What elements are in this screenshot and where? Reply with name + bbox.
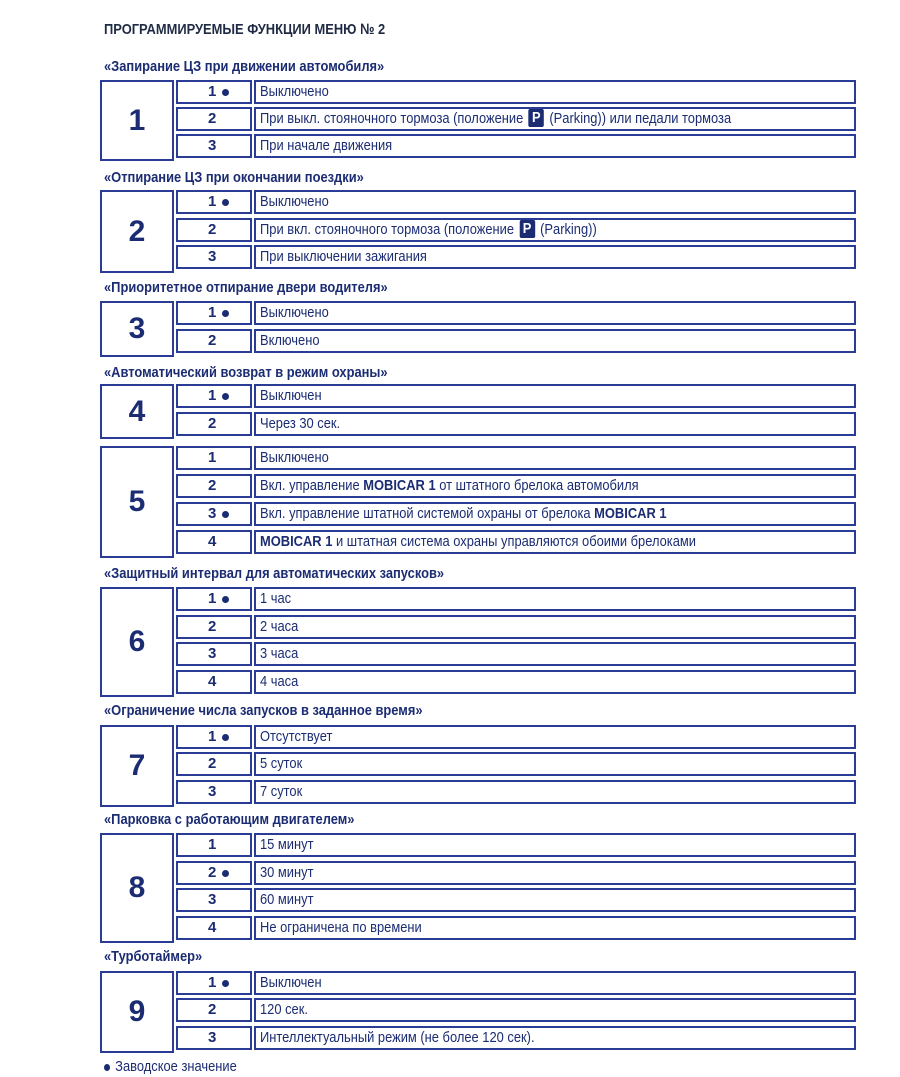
description-text: 3 часа: [260, 645, 299, 662]
option-code-text: 1: [208, 449, 217, 466]
option-row: [176, 615, 856, 639]
option-description: [254, 80, 856, 104]
product-name: MOBICAR 1: [363, 477, 436, 494]
option-description: [254, 530, 856, 554]
description-text: 7 суток: [260, 783, 303, 800]
description-text: При начале движения: [260, 137, 393, 154]
option-description: [254, 190, 856, 214]
option-code-text: 3: [208, 1029, 217, 1046]
option-description: [254, 916, 856, 940]
option-code: [176, 530, 252, 554]
parking-p-icon: P: [529, 109, 544, 127]
description-text: Выключен: [260, 387, 322, 404]
option-code: [176, 833, 252, 857]
option-code: [176, 329, 252, 353]
option-code: [176, 412, 252, 436]
default-bullet-icon: [222, 199, 229, 206]
product-name: MOBICAR 1: [260, 533, 333, 550]
footnote-text: Заводское значение: [115, 1058, 237, 1075]
option-row: [176, 861, 856, 885]
option-row: [176, 218, 856, 242]
option-code-text: 2: [208, 415, 217, 432]
function-number: 1: [100, 80, 174, 161]
function-number: 3: [100, 301, 174, 357]
option-code-text: 1: [208, 728, 217, 745]
description-text: Через 30 сек.: [260, 415, 341, 432]
description-text: Вкл. управление штатной системой охраны от брелока: [260, 505, 595, 522]
function-block: [100, 587, 856, 697]
option-code-text: 2: [208, 864, 217, 881]
option-code: [176, 615, 252, 639]
default-bullet-icon: [222, 870, 229, 877]
description-text: Выключено: [260, 193, 329, 210]
option-code-text: 3: [208, 891, 217, 908]
option-row: [176, 446, 856, 470]
option-description: [254, 474, 856, 498]
option-description: [254, 301, 856, 325]
description-text: При вкл. стояночного тормоза (положение: [260, 221, 518, 238]
description-text: Выключено: [260, 83, 329, 100]
default-bullet-icon: [222, 596, 229, 603]
option-row: [176, 245, 856, 269]
option-code-text: 1: [208, 387, 217, 404]
function-number: 8: [100, 833, 174, 943]
description-text: При выключении зажигания: [260, 248, 427, 265]
option-description: [254, 446, 856, 470]
option-row: [176, 780, 856, 804]
section-title: «Ограничение числа запусков в заданное время»: [104, 702, 423, 719]
function-number: 5: [100, 446, 174, 558]
option-code-text: 2: [208, 110, 217, 127]
option-row: [176, 998, 856, 1022]
option-row: [176, 474, 856, 498]
option-description: [254, 888, 856, 912]
option-code-text: 3: [208, 645, 217, 662]
option-row: [176, 670, 856, 694]
option-code: [176, 587, 252, 611]
option-code-text: 1: [208, 304, 217, 321]
option-code-text: 1: [208, 836, 217, 853]
page-title: ПРОГРАММИРУЕМЫЕ ФУНКЦИИ МЕНЮ № 2: [104, 21, 386, 38]
section-title: «Приоритетное отпирание двери водителя»: [104, 279, 388, 296]
default-bullet-icon: [222, 511, 229, 518]
option-code-text: 1: [208, 193, 217, 210]
description-text: Отсутствует: [260, 728, 333, 745]
default-bullet-icon: [222, 393, 229, 400]
section-title: «Защитный интервал для автоматических запусков»: [104, 565, 445, 582]
option-description: [254, 670, 856, 694]
function-block: [100, 190, 856, 273]
option-description: [254, 1026, 856, 1050]
option-row: [176, 971, 856, 995]
option-row: [176, 107, 856, 131]
section-title: «Отпирание ЦЗ при окончании поездки»: [104, 169, 364, 186]
option-code: [176, 1026, 252, 1050]
option-code: [176, 245, 252, 269]
option-description: [254, 642, 856, 666]
function-number: 2: [100, 190, 174, 273]
option-row: [176, 301, 856, 325]
default-bullet-icon: [222, 89, 229, 96]
option-row: [176, 587, 856, 611]
option-row: [176, 412, 856, 436]
option-code: [176, 725, 252, 749]
option-description: [254, 245, 856, 269]
default-bullet-icon: [222, 734, 229, 741]
option-code-text: 2: [208, 618, 217, 635]
option-description: [254, 725, 856, 749]
option-row: [176, 833, 856, 857]
option-code: [176, 971, 252, 995]
option-row: [176, 916, 856, 940]
option-row: [176, 384, 856, 408]
option-row: [176, 752, 856, 776]
option-code-text: 3: [208, 248, 217, 265]
option-code: [176, 190, 252, 214]
default-bullet-icon: [222, 980, 229, 987]
option-code: [176, 218, 252, 242]
option-code: [176, 134, 252, 158]
option-row: [176, 1026, 856, 1050]
function-block: [100, 384, 856, 439]
option-description: [254, 780, 856, 804]
function-number: 9: [100, 971, 174, 1053]
description-text: 30 минут: [260, 864, 314, 881]
function-block: [100, 725, 856, 807]
option-row: [176, 888, 856, 912]
default-bullet-icon: [104, 1064, 110, 1071]
option-description: [254, 329, 856, 353]
function-block: [100, 446, 856, 558]
option-code-text: 2: [208, 1001, 217, 1018]
option-code-text: 3: [208, 783, 217, 800]
section-title: «Парковка с работающим двигателем»: [104, 811, 355, 828]
function-block: [100, 80, 856, 161]
section-title: «Автоматический возврат в режим охраны»: [104, 364, 388, 381]
option-row: [176, 725, 856, 749]
option-row: [176, 530, 856, 554]
option-code: [176, 446, 252, 470]
option-row: [176, 80, 856, 104]
description-text: 2 часа: [260, 618, 299, 635]
option-code-text: 2: [208, 477, 217, 494]
section-title: «Турботаймер»: [104, 948, 203, 965]
description-text: и штатная система охраны управляются обоими брелоками: [332, 533, 696, 550]
option-code-text: 4: [208, 919, 217, 936]
option-code-text: 2: [208, 332, 217, 349]
description-text: Выключено: [260, 449, 329, 466]
description-text: При выкл. стояночного тормоза (положение: [260, 110, 527, 127]
option-description: [254, 134, 856, 158]
option-code: [176, 384, 252, 408]
function-number: 4: [100, 384, 174, 439]
option-description: [254, 107, 856, 131]
parking-p-icon: P: [519, 220, 534, 238]
option-code-text: 4: [208, 673, 217, 690]
description-text: Включено: [260, 332, 320, 349]
description-text: (Parking)): [536, 221, 597, 238]
function-block: [100, 833, 856, 943]
option-code-text: 1: [208, 974, 217, 991]
description-text: Выключен: [260, 974, 322, 991]
option-row: [176, 329, 856, 353]
option-code-text: 1: [208, 83, 217, 100]
option-code-text: 3: [208, 505, 217, 522]
option-code: [176, 861, 252, 885]
description-text: 15 минут: [260, 836, 314, 853]
description-text: (Parking)) или педали тормоза: [545, 110, 732, 127]
option-code: [176, 780, 252, 804]
option-code: [176, 642, 252, 666]
option-description: [254, 833, 856, 857]
option-code-text: 1: [208, 590, 217, 607]
option-code: [176, 301, 252, 325]
option-code: [176, 502, 252, 526]
option-description: [254, 615, 856, 639]
option-description: [254, 587, 856, 611]
description-text: от штатного брелока автомобиля: [435, 477, 639, 494]
option-code: [176, 752, 252, 776]
section-title: «Запирание ЦЗ при движении автомобиля»: [104, 58, 385, 75]
option-code-text: 2: [208, 755, 217, 772]
option-description: [254, 502, 856, 526]
option-code: [176, 107, 252, 131]
option-code: [176, 80, 252, 104]
function-block: [100, 971, 856, 1053]
option-description: [254, 752, 856, 776]
function-block: [100, 301, 856, 357]
description-text: 5 суток: [260, 755, 303, 772]
function-number: 7: [100, 725, 174, 807]
option-description: [254, 384, 856, 408]
option-description: [254, 998, 856, 1022]
option-code-text: 4: [208, 533, 217, 550]
description-text: 120 сек.: [260, 1001, 308, 1018]
option-row: [176, 502, 856, 526]
option-description: [254, 412, 856, 436]
description-text: Вкл. управление: [260, 477, 364, 494]
option-description: [254, 861, 856, 885]
description-text: Интеллектуальный режим (не более 120 сек).: [260, 1029, 535, 1046]
option-row: [176, 134, 856, 158]
description-text: 4 часа: [260, 673, 299, 690]
option-code-text: 2: [208, 221, 217, 238]
description-text: Не ограничена по времени: [260, 919, 422, 936]
description-text: Выключено: [260, 304, 329, 321]
option-row: [176, 190, 856, 214]
option-code: [176, 474, 252, 498]
default-bullet-icon: [222, 310, 229, 317]
function-number: 6: [100, 587, 174, 697]
description-text: 60 минут: [260, 891, 314, 908]
option-code: [176, 670, 252, 694]
product-name: MOBICAR 1: [594, 505, 667, 522]
footnote: [104, 1058, 237, 1075]
option-row: [176, 642, 856, 666]
description-text: 1 час: [260, 590, 292, 607]
option-code: [176, 916, 252, 940]
option-code: [176, 998, 252, 1022]
option-description: [254, 218, 856, 242]
option-code: [176, 888, 252, 912]
option-description: [254, 971, 856, 995]
option-code-text: 3: [208, 137, 217, 154]
